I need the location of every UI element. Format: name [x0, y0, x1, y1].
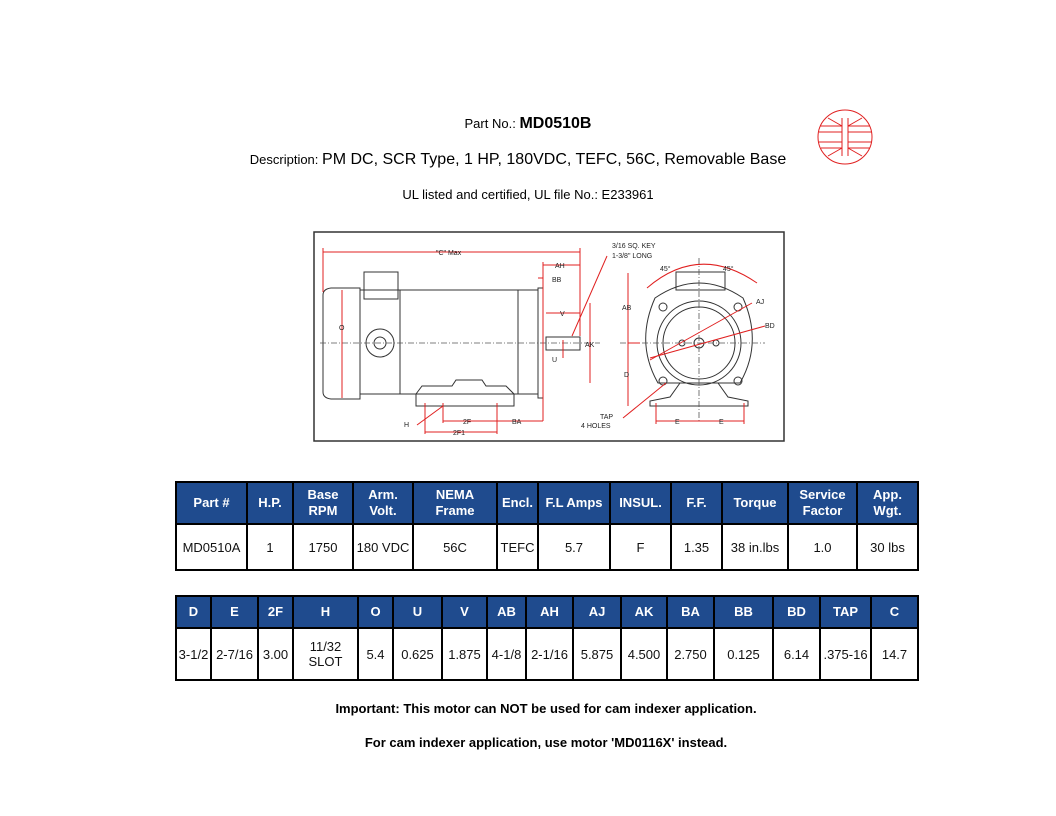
table-cell: 1 — [247, 524, 293, 570]
column-header: AJ — [573, 596, 621, 628]
table-cell: MD0510A — [176, 524, 247, 570]
column-header: TAP — [820, 596, 871, 628]
cell-text: Base — [307, 487, 339, 502]
cell-text: INSUL. — [619, 495, 662, 510]
table-cell: 1.35 — [671, 524, 722, 570]
column-header: BA — [667, 596, 714, 628]
description-line — [0, 151, 1036, 169]
cell-text: Service — [799, 487, 846, 502]
cell-text: RPM — [308, 503, 338, 518]
table-cell: F — [610, 524, 671, 570]
label-ak: AK — [585, 342, 595, 349]
label-bd: BD — [765, 323, 775, 330]
column-header — [610, 482, 671, 524]
table-cell: TEFC — [497, 524, 538, 570]
label-key-length: 1-3/8" LONG — [612, 253, 653, 260]
label-d: D — [624, 372, 630, 379]
table-cell: 3.00 — [258, 628, 293, 680]
column-header — [176, 482, 247, 524]
label-v: V — [560, 311, 565, 318]
motor-dimension-drawing — [310, 228, 790, 446]
label-2f: 2F — [463, 419, 472, 426]
cell-text: H.P. — [258, 495, 282, 510]
dimensions-table — [175, 595, 919, 681]
table-cell: 56C — [413, 524, 497, 570]
column-header — [353, 482, 413, 524]
label-45-right: 45° — [723, 266, 734, 273]
column-header — [722, 482, 788, 524]
table-cell: 3-1/2 — [176, 628, 211, 680]
cell-text: Encl. — [501, 495, 534, 510]
table-cell: 1750 — [293, 524, 353, 570]
cell-text: SLOT — [308, 654, 343, 669]
column-header: D — [176, 596, 211, 628]
column-header — [857, 482, 918, 524]
label-aj: AJ — [756, 299, 765, 306]
column-header: V — [442, 596, 487, 628]
label-u: U — [552, 357, 558, 364]
column-header: C — [871, 596, 918, 628]
part-label: Part No.: — [464, 116, 516, 131]
table-cell: 1.0 — [788, 524, 857, 570]
table-cell: .375-16 — [820, 628, 871, 680]
column-header — [293, 482, 353, 524]
table-row — [176, 628, 918, 680]
table-cell: 180 VDC — [353, 524, 413, 570]
important-note: Important: This motor can NOT be used for cam indexer application. — [335, 701, 757, 716]
description-text: PM DC, SCR Type, 1 HP, 180VDC, TEFC, 56C, Removable Base — [322, 151, 787, 168]
column-header: 2F — [258, 596, 293, 628]
label-45-left: 45° — [660, 266, 671, 273]
part-number: MD0510B — [519, 115, 592, 132]
table-cell: 4-1/8 — [487, 628, 526, 680]
table-row — [176, 524, 918, 570]
column-header — [497, 482, 538, 524]
cell-text: NEMA — [435, 487, 475, 502]
column-header: AH — [526, 596, 573, 628]
column-header: AK — [621, 596, 667, 628]
cell-text: 11/32 — [309, 639, 342, 654]
table-header-row — [176, 482, 918, 524]
cell-text: App. — [873, 487, 902, 502]
table-cell — [293, 628, 358, 680]
table-cell: 2.750 — [667, 628, 714, 680]
table-cell: 1.875 — [442, 628, 487, 680]
label-2f1: 2F1 — [453, 430, 466, 437]
column-header — [247, 482, 293, 524]
cell-text: Wgt. — [873, 503, 902, 518]
table-cell: 5.4 — [358, 628, 393, 680]
column-header: AB — [487, 596, 526, 628]
table-cell: 4.500 — [621, 628, 667, 680]
table-cell: 38 in.lbs — [722, 524, 788, 570]
label-4-holes: 4 HOLES — [581, 423, 611, 430]
label-ah: AH — [555, 263, 565, 270]
company-logo — [814, 108, 876, 166]
label-c-max: "C" Max — [436, 250, 462, 257]
label-bb: BB — [552, 277, 562, 284]
table-header-row — [176, 596, 918, 628]
column-header: O — [358, 596, 393, 628]
column-header: BB — [714, 596, 773, 628]
table-cell: 5.875 — [573, 628, 621, 680]
column-header: U — [393, 596, 442, 628]
column-header — [671, 482, 722, 524]
column-header: BD — [773, 596, 820, 628]
cell-text: Volt. — [369, 503, 397, 518]
column-header — [788, 482, 857, 524]
table-cell: 30 lbs — [857, 524, 918, 570]
cell-text: Arm. — [368, 487, 398, 502]
part-number-line — [0, 115, 1056, 133]
column-header — [538, 482, 610, 524]
cell-text: Torque — [733, 495, 777, 510]
description-label: Description: — [249, 152, 319, 167]
table-cell: 0.125 — [714, 628, 773, 680]
label-tap: TAP — [600, 414, 614, 421]
table-cell: 5.7 — [538, 524, 610, 570]
label-h: H — [404, 422, 410, 429]
cell-text: F.F. — [686, 495, 707, 510]
table-cell: 2-7/16 — [211, 628, 258, 680]
ul-certification: UL listed and certified, UL file No.: E233961 — [402, 187, 654, 202]
cell-text: Part # — [193, 495, 230, 510]
cell-text: Frame — [435, 503, 475, 518]
column-header — [413, 482, 497, 524]
table-cell: 6.14 — [773, 628, 820, 680]
column-header: E — [211, 596, 258, 628]
cell-text: Factor — [802, 503, 843, 518]
label-ab: AB — [622, 305, 632, 312]
alternative-motor-note: For cam indexer application, use motor 'MD0116X' instead. — [364, 735, 728, 750]
motor-specs-table — [175, 481, 919, 571]
label-o: O — [339, 325, 345, 332]
cell-text: F.L Amps — [545, 495, 603, 510]
table-cell: 14.7 — [871, 628, 918, 680]
table-cell: 0.625 — [393, 628, 442, 680]
table-cell: 2-1/16 — [526, 628, 573, 680]
label-key: 3/16 SQ. KEY — [612, 243, 656, 250]
label-e-left: E — [675, 419, 680, 426]
column-header: H — [293, 596, 358, 628]
label-ba: BA — [512, 419, 522, 426]
label-e-right: E — [719, 419, 724, 426]
